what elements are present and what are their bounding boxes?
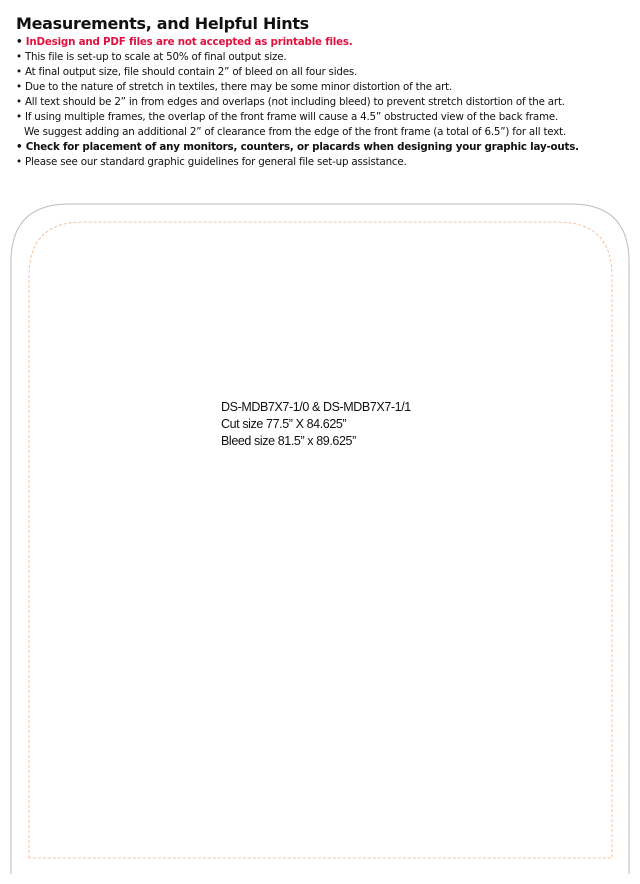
hint-text: Due to the nature of stretch in textiles, there may be some minor distortion of the art. [24,81,453,93]
bullet: • [16,141,23,153]
hints-title: Measurements, and Helpful Hints [16,14,309,33]
hint-text: If using multiple frames, the overlap of the front frame will cause a 4.5” obstructed view of the back frame. [24,111,559,123]
bullet: • [16,96,22,108]
bullet: • [16,111,22,123]
bullet: • [16,156,22,168]
cut-line [11,204,629,874]
hint-text: All text should be 2” in from edges and overlaps (not including bleed) to prevent stretch distortion of the art. [24,96,565,108]
bullet: • [16,66,22,78]
hint-text: We suggest adding an additional 2” of clearance from the edge of the front frame (a total of 6.5”) for all text. [24,126,567,138]
hint-text: This file is set-up to scale at 50% of final output size. [24,51,287,63]
bullet: • [16,36,23,48]
bullet: • [16,81,22,93]
bleed-size: Bleed size 81.5” x 89.625” [221,434,356,448]
hint-text: Check for placement of any monitors, counters, or placards when designing your graphic lay-outs. [25,141,579,153]
model-number: DS-MDB7X7-1/0 & DS-MDB7X7-1/1 [221,400,411,414]
template-specs [221,399,411,450]
safe-area-line [29,222,612,858]
hint-text: InDesign and PDF files are not accepted as printable files. [25,36,353,48]
cut-size: Cut size 77.5” X 84.625” [221,417,347,431]
hint-text: At final output size, file should contain 2” of bleed on all four sides. [24,66,358,78]
bullet: • [16,51,22,63]
hint-text: Please see our standard graphic guidelines for general file set-up assistance. [24,156,407,168]
